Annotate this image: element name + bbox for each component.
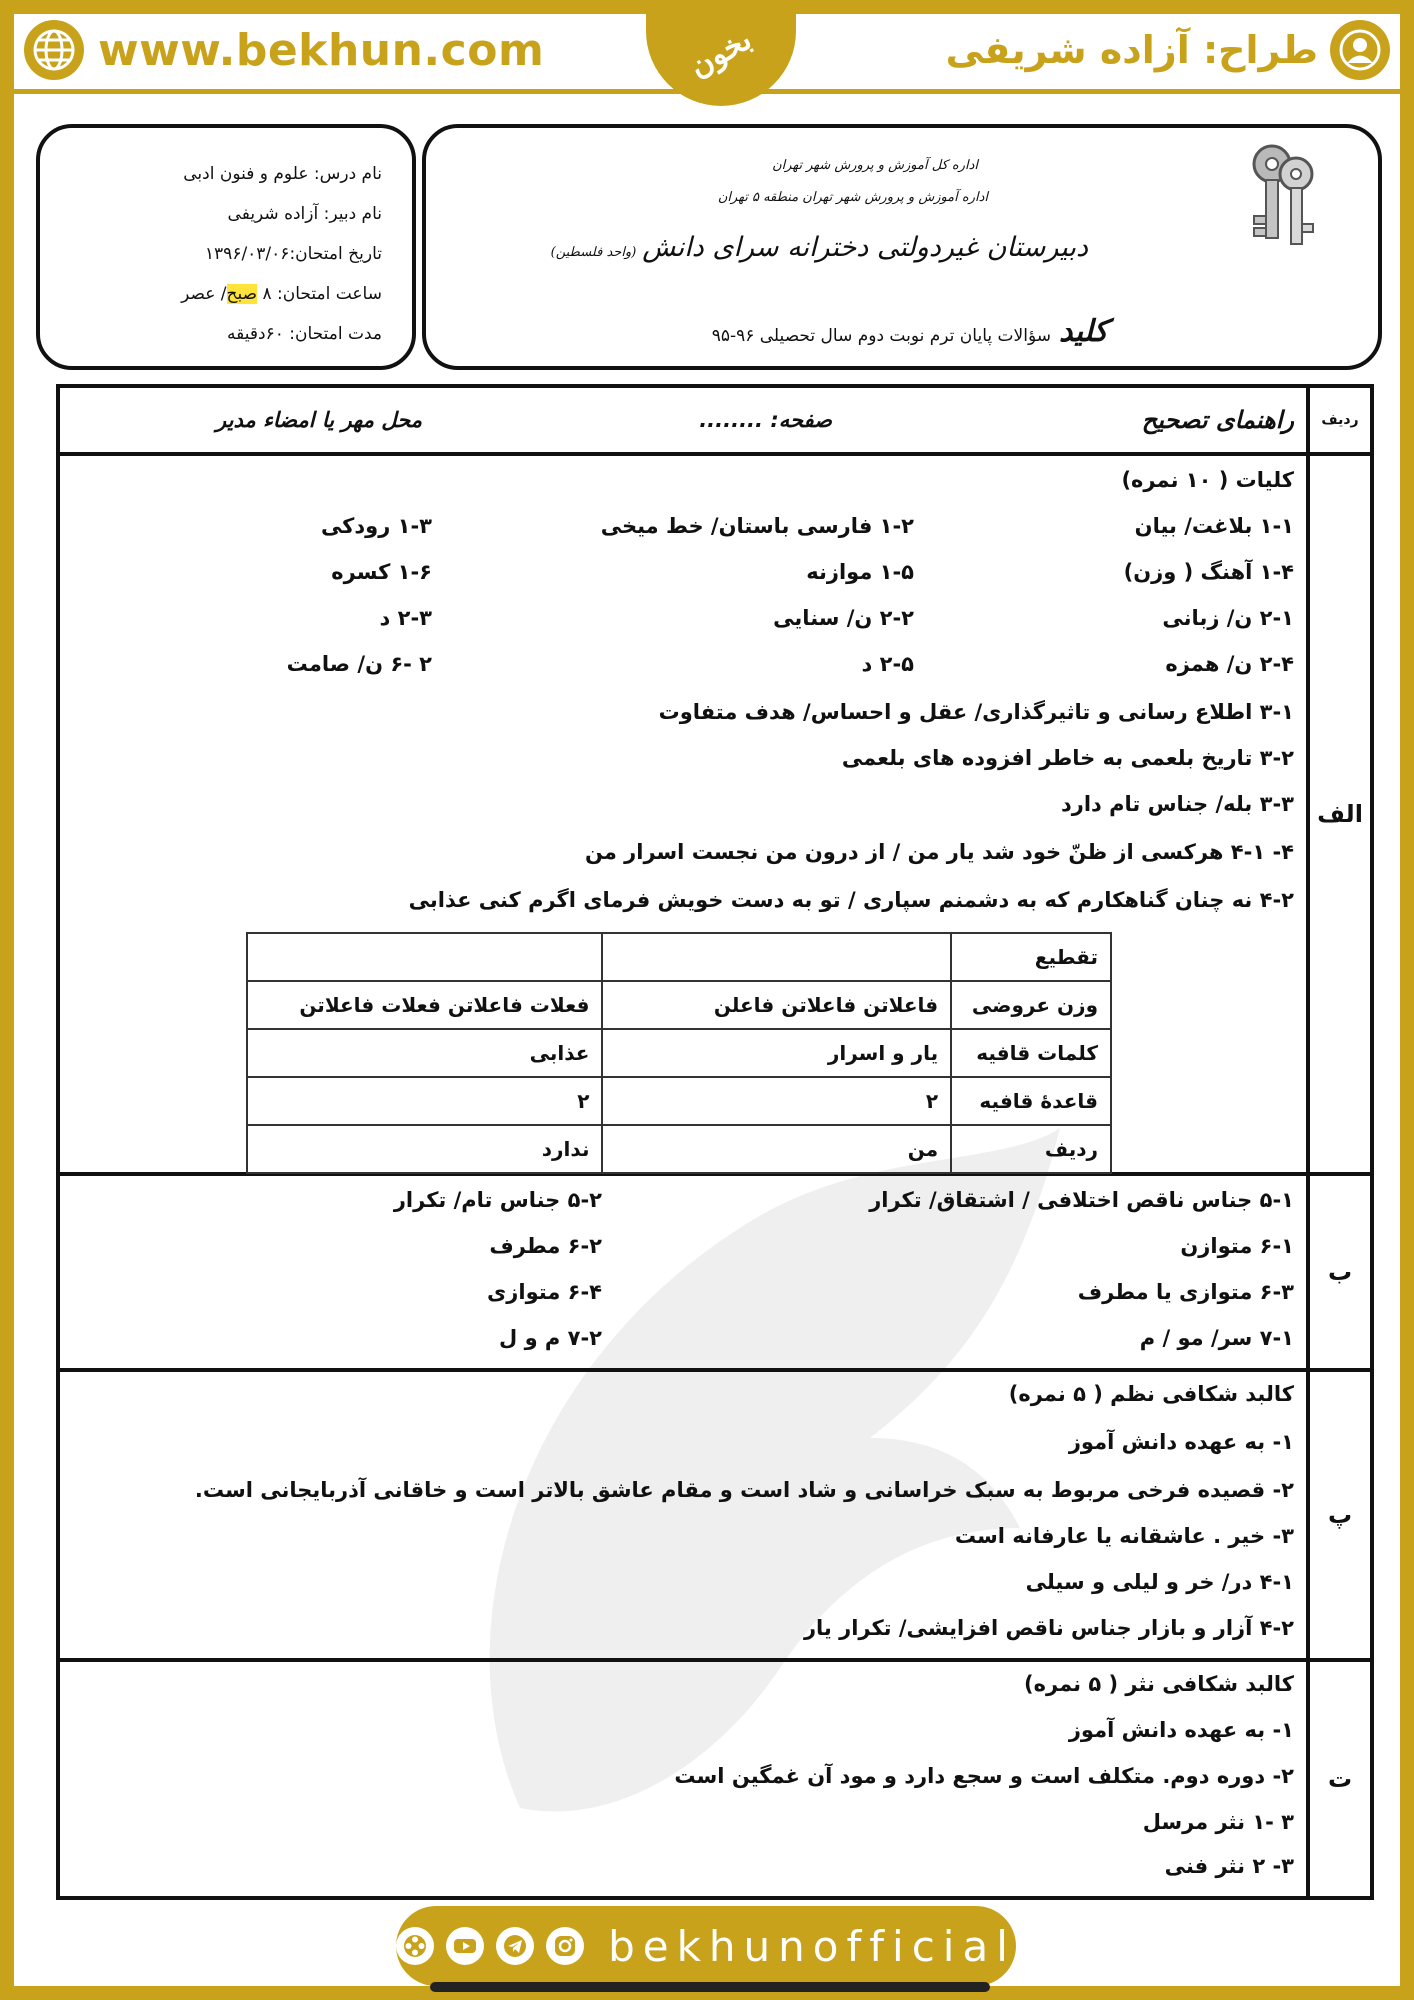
table-cell: فعلات فاعلاتن فعلات فاعلاتن <box>247 981 602 1029</box>
table-cell: ۲ <box>247 1077 602 1125</box>
section-label: ت <box>1306 1662 1370 1896</box>
answer-2-1: ۲-۱ ن/ زبانی <box>1162 606 1294 630</box>
answer-2-4: ۲-۴ ن/ همزه <box>1165 652 1294 676</box>
answer-1-3: ۱-۳ رودکی <box>320 514 432 538</box>
answer-6-3: ۶-۳ متوازی یا مطرف <box>1077 1280 1294 1304</box>
answer-3-3: ۳-۳ بله/ جناس تام دارد <box>1060 792 1294 816</box>
table-cell: من <box>602 1125 951 1173</box>
page-number-field: صفحه: ........ <box>699 408 832 432</box>
answer-7-2: ۷-۲ م و ل <box>499 1326 602 1350</box>
answer-5-2: ۵-۲ جناس تام/ تکرار <box>393 1188 602 1212</box>
site-link[interactable] <box>24 20 544 80</box>
instagram-icon[interactable] <box>546 1927 584 1965</box>
answer-1-6: ۱-۶ کسره <box>331 560 432 584</box>
exam-info-box <box>36 124 416 370</box>
table-cell: ردیف <box>951 1125 1111 1173</box>
social-handle[interactable]: bekhunofficial <box>608 1921 1016 1971</box>
correction-guide-title: راهنمای تصحیح <box>1141 406 1294 434</box>
scansion-table <box>246 932 1112 1174</box>
exam-time <box>40 274 382 314</box>
answer-6-4: ۶-۴ متوازی <box>487 1280 602 1304</box>
table-cell: قاعدهٔ قافیه <box>951 1077 1111 1125</box>
course-name: نام درس: علوم و فنون ادبی <box>183 164 382 184</box>
globe-icon <box>24 20 84 80</box>
section-pe-cell <box>60 1372 1302 1658</box>
table-row <box>247 1125 1111 1173</box>
answer-2-2: ۲-۲ ن/ سنایی <box>773 606 914 630</box>
youtube-icon[interactable] <box>446 1927 484 1965</box>
table-cell: ۲ <box>602 1077 951 1125</box>
table-cell: کلمات قافیه <box>951 1029 1111 1077</box>
exam-time-morning: صبح <box>226 284 258 304</box>
header-cell <box>60 388 1302 452</box>
school-unit: (واحد فلسطین) <box>550 245 637 260</box>
social-footer <box>396 1906 1016 1986</box>
answer-p-1: ۱- به عهده دانش آموز <box>1068 1430 1294 1454</box>
section-label: ب <box>1306 1176 1370 1368</box>
exam-duration: مدت امتحان: ۶۰دقیقه <box>227 324 382 344</box>
school-name <box>551 232 1088 263</box>
table-row <box>247 933 1111 981</box>
radif-header: ردیف <box>1306 388 1370 452</box>
school-name-text: دبیرستان غیردولتی دخترانه سرای دانش <box>642 232 1088 263</box>
table-row <box>247 981 1111 1029</box>
table-row <box>247 1029 1111 1077</box>
section-title: کالبد شکافی نثر ( ۵ نمره) <box>1024 1672 1294 1696</box>
section-title: کالبد شکافی نظم ( ۵ نمره) <box>1008 1382 1294 1406</box>
person-icon <box>1330 20 1390 80</box>
exam-title-line <box>712 314 1108 349</box>
section-te-row <box>60 1662 1370 1896</box>
answer-1-1: ۱-۱ بلاغت/ بیان <box>1134 514 1294 538</box>
section-title: کلیات ( ۱۰ نمره) <box>1121 468 1294 492</box>
keys-icon <box>1242 140 1322 254</box>
table-cell: فاعلاتن فاعلاتن فاعلن <box>602 981 951 1029</box>
answer-2-3: ۲-۳ د <box>379 606 432 630</box>
answer-6-1: ۶-۱ متوازن <box>1180 1234 1294 1258</box>
section-label: پ <box>1306 1372 1370 1658</box>
brand-logo-text: بخون <box>683 21 759 85</box>
section-pe-row <box>60 1372 1370 1662</box>
table-cell <box>247 933 602 981</box>
section-be-row <box>60 1176 1370 1372</box>
section-label: الف <box>1306 456 1370 1172</box>
org-line-2: اداره آموزش و پرورش شهر تهران منطقه ۵ تهران <box>717 190 988 205</box>
answer-3-2: ۳-۲ تاریخ بلعمی به خاطر افزوده های بلعمی <box>841 746 1294 770</box>
exam-title: سؤالات پایان ترم نوبت دوم سال تحصیلی ۹۶-۹۵ <box>711 326 1051 346</box>
table-cell: ندارد <box>247 1125 602 1173</box>
answer-t-3-1: ۳ -۱ نثر مرسل <box>1142 1810 1294 1834</box>
brand-logo <box>646 0 796 106</box>
exam-date: تاریخ امتحان:۱۳۹۶/۰۳/۰۶ <box>204 244 382 264</box>
table-cell: تقطیع <box>951 933 1111 981</box>
answer-t-2: ۲- دوره دوم. متکلف است و سجع دارد و مود آن غمگین است <box>674 1764 1294 1788</box>
section-alef-row <box>60 456 1370 1176</box>
answer-6-2: ۶-۲ مطرف <box>489 1234 602 1258</box>
answer-p-4-1: ۴-۱ در/ خر و لیلی و سیلی <box>1025 1570 1294 1594</box>
designer-credit <box>946 20 1390 80</box>
answer-4-1: ۴- ۴-۱ هرکسی از ظنّ خود شد یار من / از درون من نجست اسرار من <box>584 840 1294 864</box>
answer-5-1: ۵-۱ جناس ناقص اختلافی / اشتقاق/ تکرار <box>869 1188 1294 1212</box>
teacher-name: نام دبیر: آزاده شریفی <box>227 204 382 224</box>
telegram-icon[interactable] <box>496 1927 534 1965</box>
answer-p-2: ۲- قصیده فرخی مربوط به سبک خراسانی و شاد است و مقام عاشق بالاتر است و خاقانی آذربایجانی است. <box>194 1478 1294 1502</box>
site-url[interactable]: www.bekhun.com <box>98 24 545 76</box>
answer-key-label: کلید <box>1058 314 1108 349</box>
footer-shadow <box>430 1982 990 1992</box>
answer-4-2: ۴-۲ نه چنان گناهکارم که به دشمنم سپاری / تو به دست خویش فرمای اگرم کنی عذابی <box>408 888 1294 912</box>
table-cell <box>602 933 951 981</box>
table-cell: یار و اسرار <box>602 1029 951 1077</box>
answer-p-3: ۳- خیر . عاشقانه یا عارفانه است <box>954 1524 1294 1548</box>
org-line-1: اداره کل آموزش و پرورش شهر تهران <box>772 158 978 173</box>
exam-time-label: ساعت امتحان: ۸ <box>257 284 382 304</box>
top-banner <box>14 14 1400 94</box>
answer-1-2: ۱-۲ فارسی باستان/ خط میخی <box>600 514 914 538</box>
school-header-box <box>422 124 1382 370</box>
table-cell: وزن عروضی <box>951 981 1111 1029</box>
answer-p-4-2: ۴-۲ آزار و بازار جناس ناقص افزایشی/ تکرار یار <box>803 1616 1294 1640</box>
exam-time-evening: / عصر <box>181 284 227 304</box>
table-cell: عذابی <box>247 1029 602 1077</box>
answer-2-6: ۲ -۶ ن/ صامت <box>286 652 432 676</box>
table-header-row <box>60 388 1370 456</box>
answer-t-3-2: ۳- ۲ نثر فنی <box>1164 1854 1294 1878</box>
section-be-cell <box>60 1176 1302 1368</box>
answer-7-1: ۷-۱ سر/ مو / م <box>1139 1326 1294 1350</box>
answer-key-table <box>56 384 1374 1900</box>
answer-3-1: ۳-۱ اطلاع رسانی و تاثیرگذاری/ عقل و احساس/ هدف متفاوت <box>658 700 1294 724</box>
answer-2-5: ۲-۵ د <box>861 652 914 676</box>
section-alef-cell <box>60 456 1302 1172</box>
answer-1-4: ۱-۴ آهنگ ( وزن) <box>1123 560 1294 584</box>
answer-t-1: ۱- به عهده دانش آموز <box>1068 1718 1294 1742</box>
answer-1-5: ۱-۵ موازنه <box>806 560 914 584</box>
aparat-icon[interactable] <box>396 1927 434 1965</box>
principal-stamp-field: محل مهر یا امضاء مدیر <box>216 408 422 432</box>
section-te-cell <box>60 1662 1302 1896</box>
designer-name: طراح: آزاده شریفی <box>945 28 1318 72</box>
table-row <box>247 1077 1111 1125</box>
